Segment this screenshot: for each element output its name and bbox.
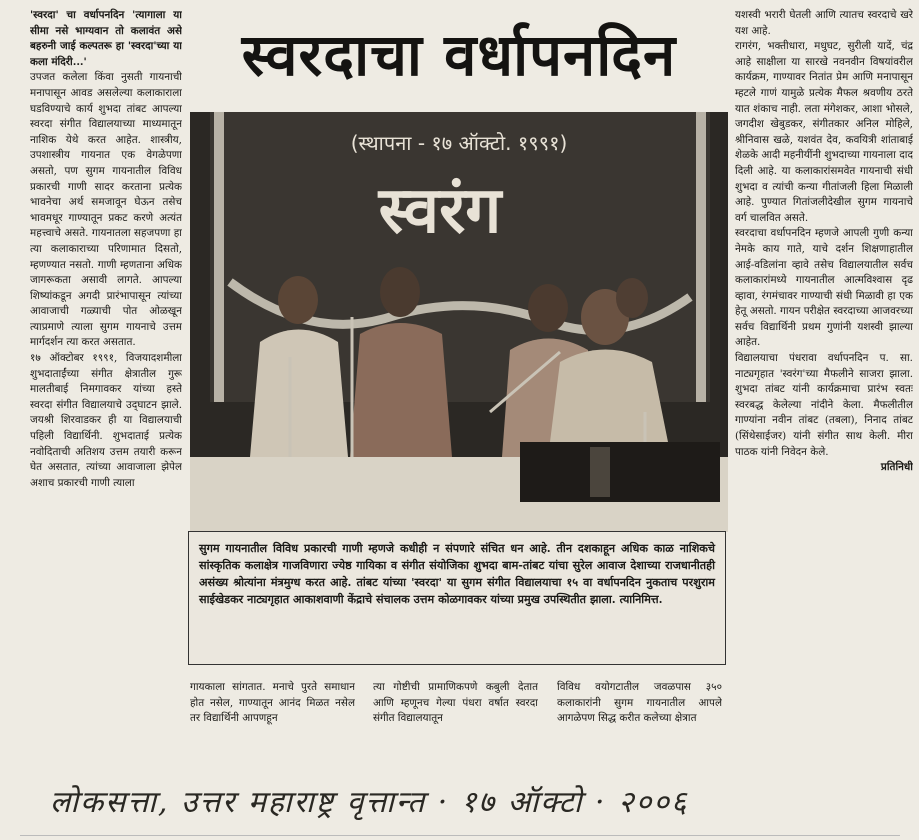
left-column-lead: 'स्वरदा' चा वर्धापनदिन 'त्यागाला या सीमा नसे भाग्यवान तो कलावंत असे बहरुनी जाई कल्पतरू हा 'स्वरदा'च्या या कला मंदिरी...' [30,9,182,68]
right-column-paragraph: रागरंग, भक्तीधारा, मधुघट, सुरीली यादें, चंद्र आहे साक्षीला या सारखे नवनवीन विषयांवरील कार्यक्रम, गाण्यावर नितांत प्रेम आणि मनापासून म्हटले गाणं यामुळे प्रत्येक मैफल श्रवणीय ठरते यात शंकाच नाही. लता मंगेशकर, आशा भोसले, जगदीश खेबुडकर, संगीतकार अनिल मोहिले, श्रीनिवास खळे, यशवंत देव, कवयित्री शांताबाई शेळके आदी महनीयींनी शुभदाच्या गायनाला दाद दिली आहे. या कलाकारांसमवेत गायनाची संधी शुभदा व त्यांची कन्या गीतांजली हिला मिळाली आहे. पुण्यात गितांजलीदेखील सुगम गायनाचे वर्ग चालवित असते. [735,40,913,224]
event-photo-illustration [190,112,728,532]
right-text-column [735,8,913,748]
bottom-column-1: गायकाला सांगतात. मनाचे पुरते समाधान होत नसेल, गाण्यातून आनंद मिळत नसेल तर विद्यार्थिनी आपणहून [190,681,355,725]
left-column-paragraph: १७ ऑक्टोबर १९९१, विजयादशमीला शुभदाताईंच्या संगीत क्षेत्रातील गुरू मालतीबाई निमगावकर यांच्या हस्ते स्वरदा संगीत विद्यालयाचे उद्‌घाटन झाले. जयश्री शिरवाडकर ही या विद्यालयाची पहिली विद्यार्थिनी. शुभदाताई प्रत्येक नवोदिताची अतिशय उत्तम तयारी करून घेत असतात, त्यांच्या आवाजाला झेपेल अशाच प्रकारची गाणी त्याला [30,352,182,489]
photo-caption-box [188,531,726,665]
garland-right [696,112,706,402]
banner-title-text: स्वरंग [378,174,502,248]
left-column-paragraph: उपजत कलेला किंवा नुसती गायनाची मनापासून आवड असलेल्या कलाकाराला घडविण्याचे कार्य शुभदा तांबट आपल्या स्वरदा संगीत विद्यालयाच्या माध्यमातून नाशिक येथे करत आहेत. शास्त्रीय, उपशास्त्रीय गायनात एक वेगळेपणा असतो, पण सुगम गायनातील विविध प्रकारची गाणी सादर करताना प्रत्येक भावनेचा अर्थ समजावून घेऊन तसेच भावमधूर गाण्यातून प्रकट करणे अत्यंत महत्त्वाचे असते. गायनातला सहजपणा हा त्या कलाकाराच्या परिणामात दिसतो, म्हणण्यात नसतो. गाणी म्हणताना अधिक जागरूकता असावी लागते. आपल्या शिष्यांकडून अगदी प्रारंभापासून त्यांच्या आवाजाची गळ्याची पोत ओळखून त्याप्रमाणे त्याला सुगम गायनाचे उत्तम मार्गदर्शन त्या करत असतात. [30,71,182,349]
left-text-column [30,8,182,753]
article-headline: स्वरदाचा वर्धापनदिन [241,21,677,89]
photo-caption-text: सुगम गायनातील विविध प्रकारची गाणी म्हणजे कधीही न संपणारे संचित धन आहे. तीन दशकाहून अधिक काळ नाशिकचे सांस्कृतिक कलाक्षेत्र गाजविणारा ज्येष्ठ गायिका व संगीत संयोजिका शुभदा बाम-तांबट यांचा सुरेल आवाज देशाच्या राजधानीतही असंख्य श्रोत्यांना मंत्रमुग्ध करत आहे. तांबट यांच्या 'स्वरदा' या सुगम संगीत विद्यालयाचा १५ वा वर्धापनदिन नुकताच परशुराम साईखेडकर नाट्यगृहात आकाशवाणी केंद्राचे संचालक उत्तम कोळगावकर यांच्या प्रमुख उपस्थितीत झाला. त्यानिमित्त. [199,541,715,606]
banner-founding-text: (स्थापना - १७ ऑक्टो. १९९१) [350,131,568,155]
bottom-column-2: त्या गोष्टीची प्रामाणिकपणे कबुली देतात आणि म्हणूनच गेल्या पंधरा वर्षात स्वरदा संगीत विद्यालयातून [373,681,538,725]
right-column-paragraph: स्वरदाचा वर्धापनदिन म्हणजे आपली गुणी कन्या नेमके काय गाते, याचे दर्शन शिक्षणाहातील आई-वडिलांना व्हावे तसेच विद्यालयातील सर्वच कलाकारांमध्ये गायनातील आत्मविश्वास दृढ व्हावा, रंगमंचावर गाण्याची संधी मिळावी हा एक हेतू असतो. गायन परीक्षेत स्वरदाच्या आजवरच्या सर्वच विद्यार्थिनी प्रथम गुणांनी यशस्वी झाल्या आहेत. [735,227,913,349]
right-column-paragraph: यशस्वी भरारी घेतली आणि त्यातच स्वरदाचे खरे यश आहे. [735,9,913,37]
handwritten-source-note: लोकसत्ता, उत्तर महाराष्ट्र वृत्तान्त · १७ ऑक्टो · २००६ [50,785,689,820]
right-column-paragraph: विद्यालयाचा पंधरावा वर्धापनदिन प. सा. नाट्यगृहात 'स्वरंग'च्या मैफलीने साजरा झाला. शुभदा तांबट यांनी कार्यक्रमाचा प्रारंभ स्वतः स्वरबद्ध केलेल्या नांदीने केला. मैफलीतील गाण्यांना नवीन तांबट (तबला), निनाद तांबट (सिंथेसाईजर) यांनी संगीत साथ केली. मीरा पाठक यांनी निवेदन केले. [735,352,913,458]
byline-signature: प्रतिनिधी [880,461,913,474]
event-photo [190,112,728,532]
bottom-column-3: विविध वयोगटातील जवळपास ३५० कलाकारांनी सुगम गायनातील आपले आगळेपण सिद्ध करीत कलेच्या क्षेत्रात [557,681,722,725]
harmonium [520,442,720,502]
bottom-divider [20,835,900,836]
garland-left [214,112,224,402]
performer-5 [616,278,648,318]
harmonium-bellows [590,447,610,497]
